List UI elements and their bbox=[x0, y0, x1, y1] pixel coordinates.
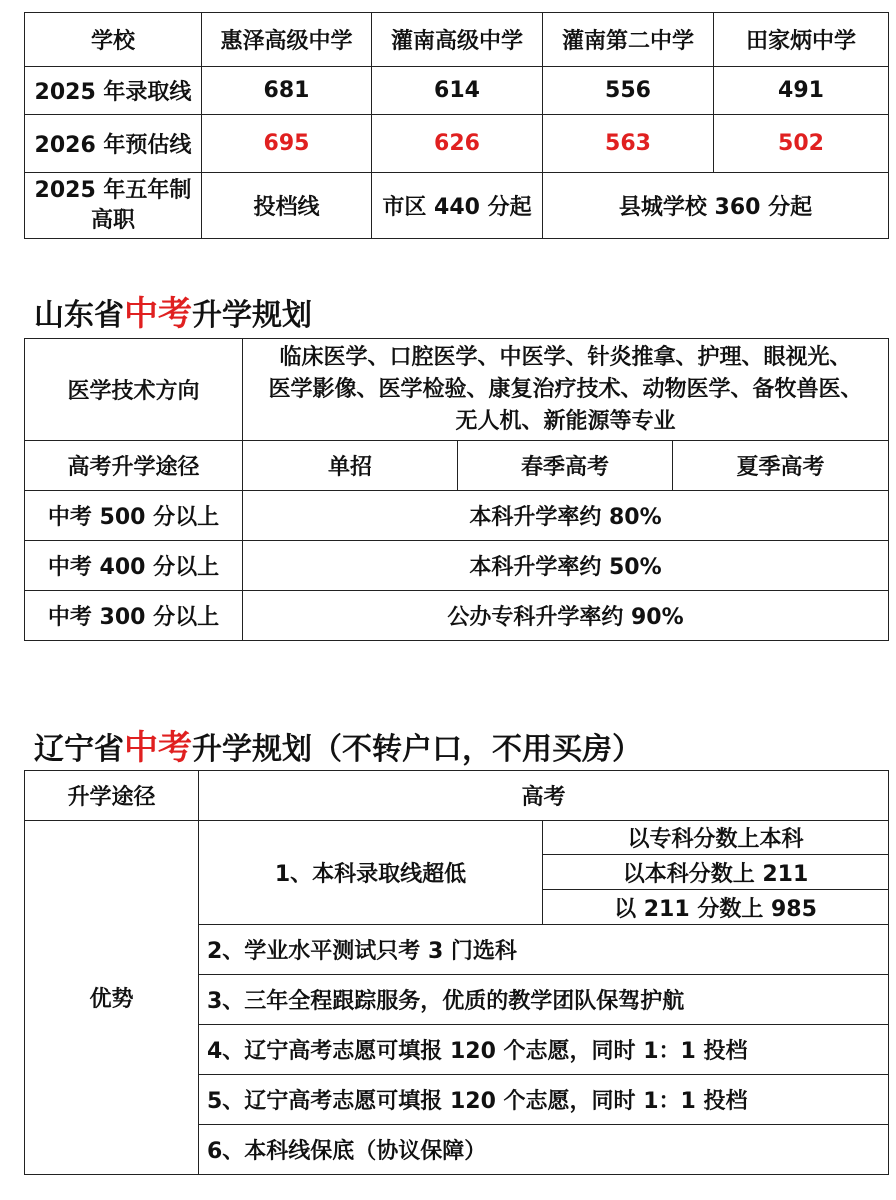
shandong-title-suffix: 升学规划 bbox=[192, 298, 312, 333]
vocational-city: 市区 440 分起 bbox=[372, 173, 543, 239]
table-row bbox=[25, 115, 889, 173]
path-label: 高考升学途径 bbox=[25, 441, 243, 491]
rate-value: 本科升学率约 80% bbox=[243, 491, 889, 541]
header-school-1: 惠泽高级中学 bbox=[202, 13, 372, 67]
path-option: 单招 bbox=[243, 441, 458, 491]
liaoning-title-highlight: 中考 bbox=[124, 728, 192, 768]
table-row bbox=[25, 441, 889, 491]
shandong-title-highlight: 中考 bbox=[124, 294, 192, 334]
liaoning-table bbox=[24, 770, 889, 1175]
table-row bbox=[25, 339, 889, 441]
row-label-line1: 2025 年五年制 bbox=[34, 177, 192, 203]
shandong-table bbox=[24, 338, 889, 641]
row-label-2026: 2026 年预估线 bbox=[25, 115, 202, 173]
vocational-cutoff: 投档线 bbox=[202, 173, 372, 239]
direction-line: 无人机、新能源等专业 bbox=[455, 408, 676, 434]
table-header-row bbox=[25, 13, 889, 67]
rate-value: 公办专科升学率约 90% bbox=[243, 591, 889, 641]
header-path: 升学途径 bbox=[25, 771, 199, 821]
advantage-item: 6、本科线保底（协议保障） bbox=[199, 1125, 889, 1175]
row-label-2025: 2025 年录取线 bbox=[25, 67, 202, 115]
advantage-sub: 以专科分数上本科 bbox=[543, 821, 889, 855]
score-2026: 695 bbox=[202, 115, 372, 173]
shandong-title-prefix: 山东省 bbox=[34, 298, 124, 333]
advantage-sub: 以 211 分数上 985 bbox=[543, 890, 889, 925]
row-label-vocational bbox=[25, 173, 202, 239]
table-row bbox=[25, 173, 889, 239]
advantage-item: 4、辽宁高考志愿可填报 120 个志愿，同时 1：1 投档 bbox=[199, 1025, 889, 1075]
direction-majors bbox=[243, 339, 889, 441]
table-row bbox=[25, 67, 889, 115]
header-school-3: 灌南第二中学 bbox=[543, 13, 714, 67]
table-row bbox=[25, 821, 889, 855]
header-school-2: 灌南高级中学 bbox=[372, 13, 543, 67]
score-2026: 563 bbox=[543, 115, 714, 173]
rate-value: 本科升学率约 50% bbox=[243, 541, 889, 591]
admission-score-table bbox=[24, 12, 889, 239]
shandong-title bbox=[34, 286, 312, 335]
score-2026: 626 bbox=[372, 115, 543, 173]
advantage-item-1: 1、本科录取线超低 bbox=[199, 821, 543, 925]
header-school-4: 田家炳中学 bbox=[714, 13, 889, 67]
score-2025: 681 bbox=[202, 67, 372, 115]
advantage-item: 5、辽宁高考志愿可填报 120 个志愿，同时 1：1 投档 bbox=[199, 1075, 889, 1125]
header-gaokao: 高考 bbox=[199, 771, 889, 821]
table-row bbox=[25, 591, 889, 641]
direction-line: 医学影像、医学检验、康复治疗技术、动物医学、备牧兽医、 bbox=[268, 376, 863, 402]
path-option: 春季高考 bbox=[458, 441, 673, 491]
liaoning-title-prefix: 辽宁省 bbox=[34, 732, 124, 767]
table-row bbox=[25, 491, 889, 541]
advantage-label: 优势 bbox=[25, 821, 199, 1175]
score-2025: 614 bbox=[372, 67, 543, 115]
header-school: 学校 bbox=[25, 13, 202, 67]
advantage-item: 3、三年全程跟踪服务，优质的教学团队保驾护航 bbox=[199, 975, 889, 1025]
table-header-row bbox=[25, 771, 889, 821]
row-label-line2: 高职 bbox=[90, 207, 135, 233]
direction-label: 医学技术方向 bbox=[25, 339, 243, 441]
path-option: 夏季高考 bbox=[673, 441, 889, 491]
score-2025: 556 bbox=[543, 67, 714, 115]
advantage-sub: 以本科分数上 211 bbox=[543, 855, 889, 890]
score-threshold: 中考 500 分以上 bbox=[25, 491, 243, 541]
direction-line: 临床医学、口腔医学、中医学、针炎推拿、护理、眼视光、 bbox=[279, 344, 852, 370]
score-threshold: 中考 300 分以上 bbox=[25, 591, 243, 641]
score-2026: 502 bbox=[714, 115, 889, 173]
vocational-county: 县城学校 360 分起 bbox=[543, 173, 889, 239]
liaoning-title bbox=[34, 720, 642, 769]
score-threshold: 中考 400 分以上 bbox=[25, 541, 243, 591]
liaoning-title-suffix: 升学规划（不转户口，不用买房） bbox=[192, 732, 642, 767]
table-row bbox=[25, 541, 889, 591]
score-2025: 491 bbox=[714, 67, 889, 115]
advantage-item: 2、学业水平测试只考 3 门选科 bbox=[199, 925, 889, 975]
